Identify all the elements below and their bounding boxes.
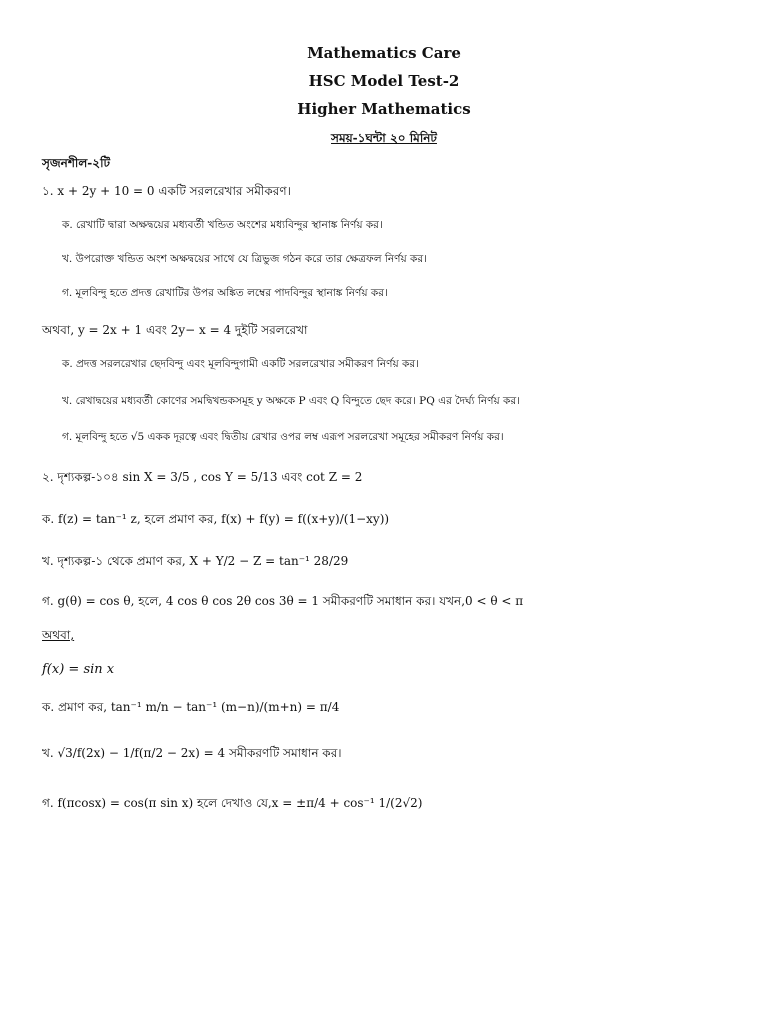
q2-part-a: ক. f(z) = tan⁻¹ z, হলে প্রমাণ কর, f(x) + f(y) = f((x+y)/(1−xy)) [42, 512, 390, 526]
header-title-3: Higher Mathematics [297, 100, 471, 118]
q1-alt-part-c: গ. মূলবিন্দু হতে √5 একক দূরত্বে এবং দ্বিতীয় রেখার ওপর লম্ব এরূপ সরলরেখা সমূহের সমীকরণ নির্ণয় কর। [62, 431, 504, 443]
q1-alt-stem: অথবা, y = 2x + 1 এবং 2y− x = 4 দুইটি সরলরেখা [42, 323, 308, 337]
q2-alt-stem: f(x) = sin x [42, 662, 115, 677]
q2-alt-part-a: ক. প্রমাণ কর, tan⁻¹ m/n − tan⁻¹ (m−n)/(m+n) = π/4 [42, 700, 340, 714]
q1-part-a: ক. রেখাটি দ্বারা অক্ষদ্বয়ের মধ্যবর্তী খন্ডিত অংশের মধ্যবিন্দুর স্থানাঙ্ক নির্ণয় কর। [62, 219, 383, 231]
q1-alt-part-b: খ. রেখাদ্বয়ের মধ্যবর্তী কোণের সমদ্বিখন্ডকসমূহ y অক্ষকে P এবং Q বিন্দুতে ছেদ করে। PQ এর দৈর্ঘ্য নির্ণয় কর। [62, 395, 520, 407]
q2-stem: ২. দৃশ্যকল্প-১০৪ sin X = 3/5 , cos Y = 5/13 এবং cot Z = 2 [42, 470, 363, 484]
q1-part-c: গ. মূলবিন্দু হতে প্রদত্ত রেখাটির উপর অঙ্কিত লম্বের পাদবিন্দুর স্থানাঙ্ক নির্ণয় কর। [62, 287, 388, 299]
q2-alt-label: অথবা, [42, 628, 75, 642]
q2-part-c: গ. g(θ) = cos θ, হলে, 4 cos θ cos 2θ cos 3θ = 1 সমীকরণটি সমাধান কর। যখন,0 < θ < π [42, 594, 524, 608]
section-title: সৃজনশীল-২টি [42, 156, 111, 170]
q1-stem: ১. x + 2y + 10 = 0 একটি সরলরেখার সমীকরণ। [42, 184, 291, 198]
header-title-2: HSC Model Test-2 [308, 72, 460, 90]
q2-alt-part-b: খ. √3/f(2x) − 1/f(π/2 − 2x) = 4 সমীকরণটি সমাধান কর। [42, 746, 342, 760]
q1-part-b: খ. উপরোক্ত খন্ডিত অংশ অক্ষদ্বয়ের সাথে যে ত্রিভুজ গঠন করে তার ক্ষেত্রফল নির্ণয় কর। [62, 253, 427, 265]
exam-duration: সময়-১ঘন্টা ২০ মিনিট [331, 131, 437, 145]
header-title-1: Mathematics Care [307, 44, 461, 62]
q2-alt-part-c: গ. f(πcosx) = cos(π sin x) হলে দেখাও যে,x = ±π/4 + cos⁻¹ 1/(2√2) [42, 796, 423, 810]
q1-alt-part-a: ক. প্রদত্ত সরলরেখার ছেদবিন্দু এবং মূলবিন্দুগামী একটি সরলরেখার সমীকরণ নির্ণয় কর। [62, 358, 419, 370]
q2-part-b: খ. দৃশ্যকল্প-১ থেকে প্রমাণ কর, X + Y/2 − Z = tan⁻¹ 28/29 [42, 554, 349, 568]
